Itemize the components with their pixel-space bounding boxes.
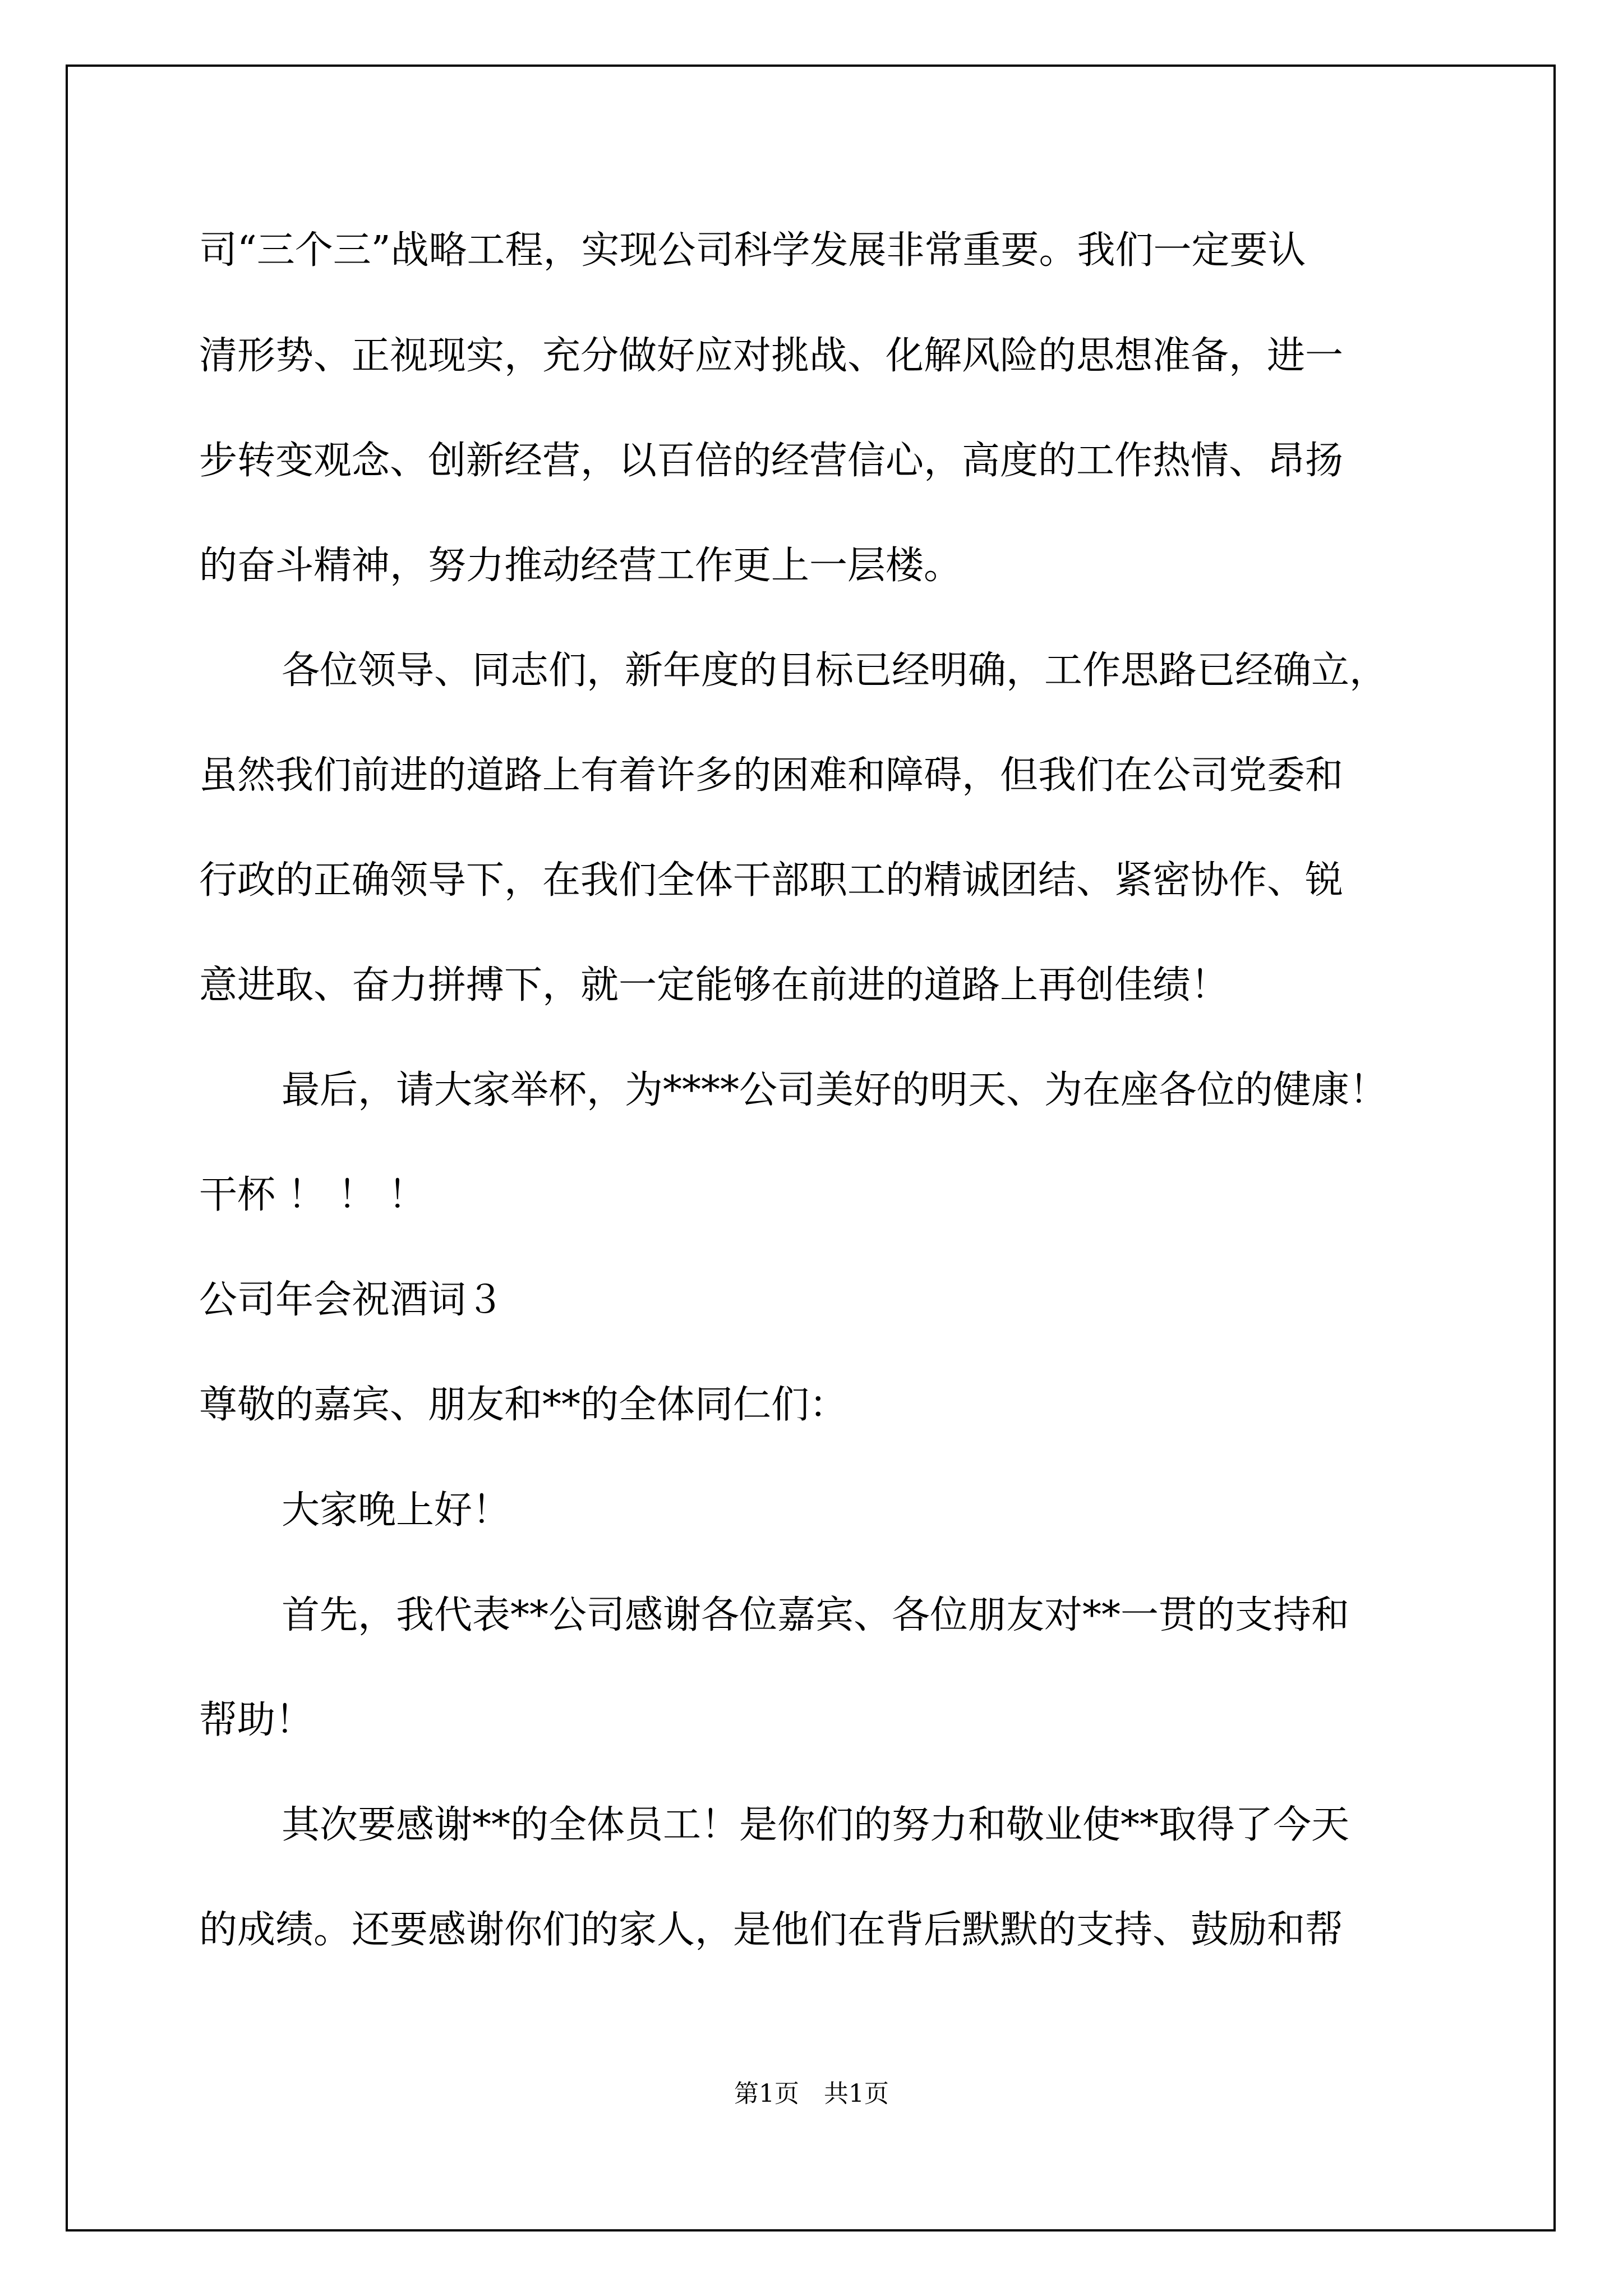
page-footer: 第1页 共1页 — [734, 2079, 889, 2108]
body-line: 意进取、奋力拼搏下，就一定能够在前进的道路上再创佳绩！ — [199, 963, 1229, 1007]
salutation: 尊敬的嘉宾、朋友和**的全体同仁们： — [199, 1383, 848, 1427]
body-line: 步转变观念、创新经营，以百倍的经营信心，高度的工作热情、昂扬 — [199, 439, 1344, 483]
paragraph-start-line: 各位领导、同志们，新年度的目标已经明确，工作思路已经确立， — [282, 648, 1388, 693]
body-line: 的成绩。还要感谢你们的家人，是他们在背后默默的支持、鼓励和帮 — [199, 1908, 1344, 1952]
section-heading: 公司年会祝酒词３ — [199, 1278, 505, 1322]
body-line: 帮助！ — [199, 1698, 314, 1742]
body-line: 清形势、正视现实，充分做好应对挑战、化解风险的思想准备，进一 — [199, 334, 1344, 378]
paragraph-start-line: 最后，请大家举杯，为****公司美好的明天、为在座各位的健康！ — [282, 1068, 1388, 1112]
paragraph-start-line: 其次要感谢**的全体员工！是你们的努力和敬业使**取得了今天 — [282, 1803, 1350, 1847]
body-line: 司“三个三”战略工程，实现公司科学发展非常重要。我们一定要认 — [199, 228, 1306, 273]
body-line: 行政的正确领导下，在我们全体干部职工的精诚团结、紧密协作、锐 — [199, 858, 1344, 903]
paragraph-start-line: 首先，我代表**公司感谢各位嘉宾、各位朋友对**一贯的支持和 — [282, 1593, 1350, 1637]
body-line: 虽然我们前进的道路上有着许多的困难和障碍，但我们在公司党委和 — [199, 753, 1344, 798]
greeting: 大家晚上好！ — [282, 1488, 511, 1533]
body-line: 干杯 ！ ！ ！ — [199, 1173, 426, 1217]
body-line: 的奋斗精神，努力推动经营工作更上一层楼。 — [199, 544, 962, 588]
